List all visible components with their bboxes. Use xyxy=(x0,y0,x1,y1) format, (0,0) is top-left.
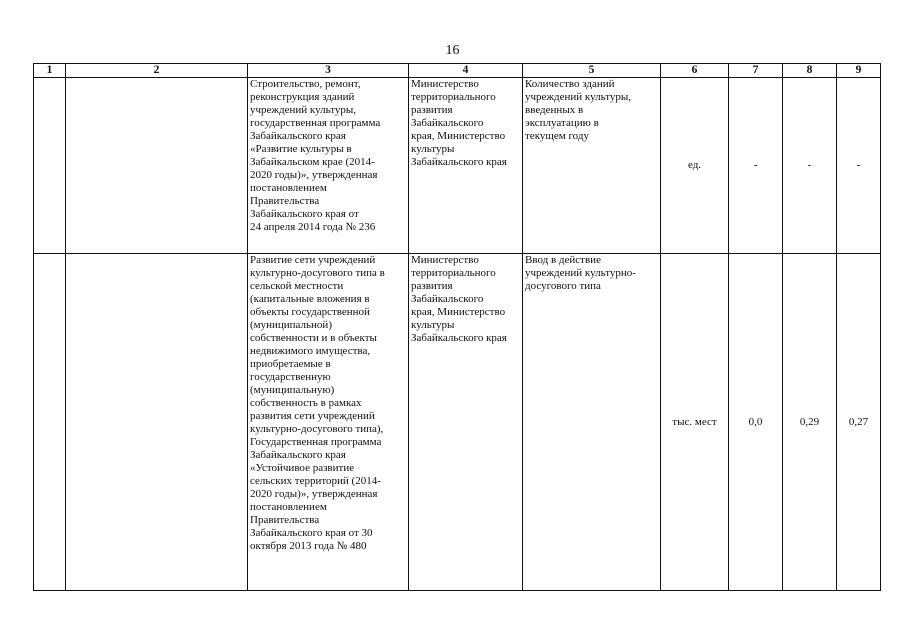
header-col-9: 9 xyxy=(837,64,881,78)
row2-value-9: 0,27 xyxy=(837,254,881,591)
row1-value-7: - xyxy=(729,78,783,254)
header-col-1: 1 xyxy=(34,64,66,78)
page-number: 16 xyxy=(445,43,460,58)
row2-executor: Министерство территориального развития Забайкальского края, Министерство культуры Забайкальского края xyxy=(409,254,523,591)
table-row xyxy=(34,254,881,591)
row1-executor: Министерство территориального развития Забайкальского края, Министерство культуры Забайкальского края xyxy=(409,78,523,254)
header-col-2: 2 xyxy=(66,64,248,78)
row2-unit: тыс. мест xyxy=(661,254,729,591)
header-col-7: 7 xyxy=(729,64,783,78)
row1-value-9: - xyxy=(837,78,881,254)
header-col-3: 3 xyxy=(248,64,409,78)
row2-value-8: 0,29 xyxy=(783,254,837,591)
table-header-row xyxy=(34,64,881,78)
table-row xyxy=(34,78,881,254)
indicators-table xyxy=(33,63,881,591)
header-col-5: 5 xyxy=(523,64,661,78)
row1-indicator: Количество зданий учреждений культуры, введенных в эксплуатацию в текущем году xyxy=(523,78,661,254)
row2-value-7: 0,0 xyxy=(729,254,783,591)
header-col-8: 8 xyxy=(783,64,837,78)
row1-col1 xyxy=(34,78,66,254)
row1-activity: Строительство, ремонт, реконструкция зданий учреждений культуры, государственная программа Забайкальского края «Развитие культуры в Забайкальском крае (2014- 2020 годы)», утвержденная постановлением Правительства Забайкальского края от 24 апреля 2014 года № 236 xyxy=(248,78,409,254)
header-col-6: 6 xyxy=(661,64,729,78)
row2-col2 xyxy=(66,254,248,591)
row1-value-8: - xyxy=(783,78,837,254)
row2-col1 xyxy=(34,254,66,591)
row1-unit: ед. xyxy=(661,78,729,254)
row2-activity: Развитие сети учреждений культурно-досугового типа в сельской местности (капитальные вложения в объекты государственной (муниципальной) собственности и в объекты недвижимого имущества, приобретаемые в государственную (муниципальную) собственность в рамках развития сети учреждений культурно-досугового типа), Государственная программа Забайкальского края «Устойчивое развитие сельских территорий (2014- 2020 годы)», утвержденная постановлением Правительства Забайкальского края от 30 октября 2013 года № 480 xyxy=(248,254,409,591)
header-col-4: 4 xyxy=(409,64,523,78)
row1-col2 xyxy=(66,78,248,254)
row2-indicator: Ввод в действие учреждений культурно- досугового типа xyxy=(523,254,661,591)
